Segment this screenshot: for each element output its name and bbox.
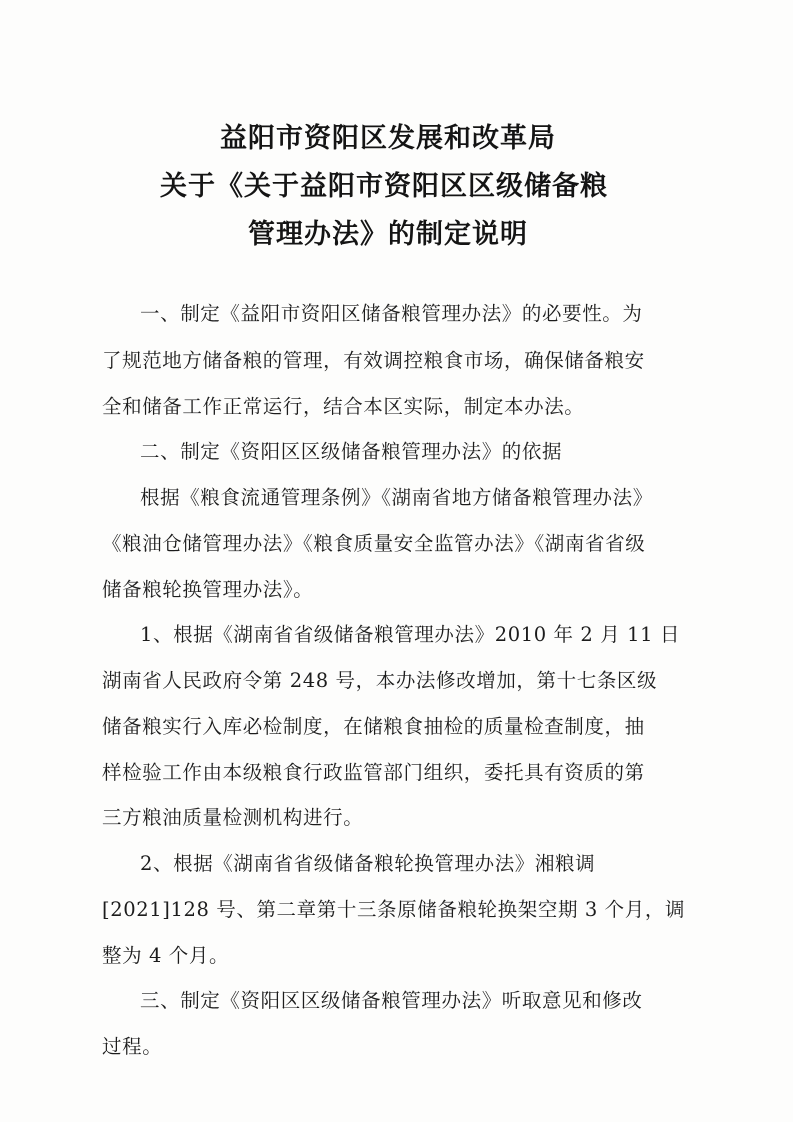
body-line: [2021]128 号、第二章第十三条原储备粮轮换架空期 3 个月，调 <box>102 898 686 921</box>
body-line: 一、制定《益阳市资阳区储备粮管理办法》的必要性。为 <box>140 302 643 325</box>
body-line: 《粮油仓储管理办法》《粮食质量安全监管办法》《湖南省省级 <box>102 532 646 555</box>
title-line-subject-end: 管理办法》的制定说明 <box>248 219 528 250</box>
body-line: 全和储备工作正常运行，结合本区实际，制定本办法。 <box>102 395 585 418</box>
body-line: 三方粮油质量检测机构进行。 <box>102 806 364 829</box>
body-line: 湖南省人民政府令第 248 号，本办法修改增加，第十七条区级 <box>102 669 658 692</box>
title-line-issuer: 益阳市资阳区发展和改革局 <box>220 123 556 154</box>
body-line: 1、根据《湖南省省级储备粮管理办法》2010 年 2 月 11 日 <box>140 623 681 646</box>
body-line: 二、制定《资阳区区级储备粮管理办法》的依据 <box>140 440 563 463</box>
title-line-subject: 关于《关于益阳市资阳区区级储备粮 <box>160 171 608 202</box>
body-line: 2、根据《湖南省省级储备粮轮换管理办法》湘粮调 <box>140 852 596 875</box>
body-line: 储备粮实行入库必检制度，在储粮食抽检的质量检查制度，抽 <box>102 715 645 738</box>
body-line: 三、制定《资阳区区级储备粮管理办法》听取意见和修改 <box>140 989 643 1012</box>
body-line: 储备粮轮换管理办法》。 <box>102 578 314 601</box>
body-line: 了规范地方储备粮的管理，有效调控粮食市场，确保储备粮安 <box>102 349 645 372</box>
body-line: 整为 4 个月。 <box>102 944 230 967</box>
body-line: 样检验工作由本级粮食行政监管部门组织，委托具有资质的第 <box>102 761 645 784</box>
body-line: 过程。 <box>102 1035 163 1058</box>
body-line: 根据《粮食流通管理条例》《湖南省地方储备粮管理办法》 <box>140 486 653 509</box>
